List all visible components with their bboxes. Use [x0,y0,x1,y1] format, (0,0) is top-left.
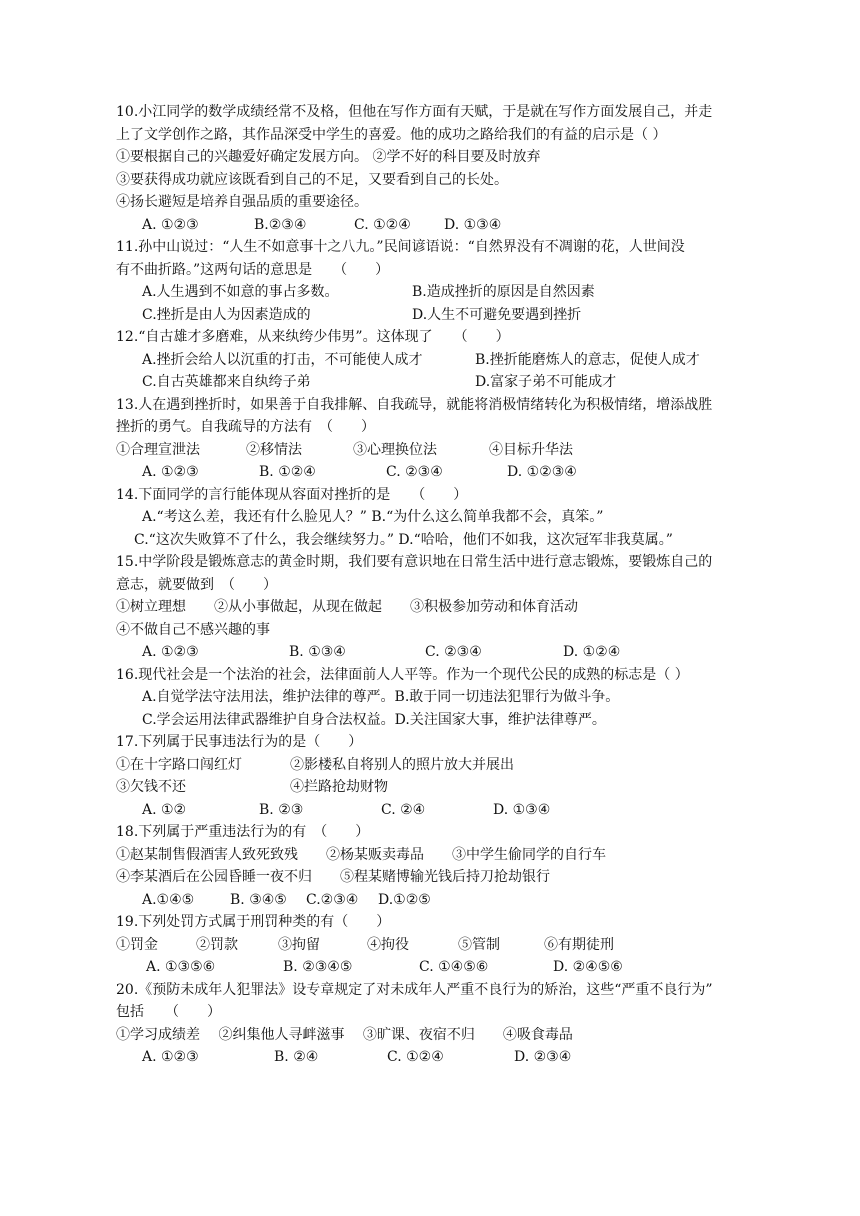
q18-option-b: B. ③④⑤ [230,891,287,908]
q19-item-4: ④拘役 [367,936,409,953]
q20-option-d: D. ②③④ [514,1049,572,1065]
q10-item-line2: ③要获得成功就应该既看到自己的不足，又要看到自己的长处。 [116,171,508,188]
q17-items-row2 [116,776,764,799]
exam-page [116,101,764,1069]
q16-options-row2: C.学会运用法律武器维护自身合法权益。D.关注国家大事，维护法律尊严。 [142,711,606,728]
q11-option-d: D.人生不可避免要遇到挫折 [412,306,582,323]
q11-option-a: A.人生遇到不如意的事占多数。 [142,284,339,300]
q15-option-b: B. ①③④ [289,644,346,660]
q11-option-b: B.造成挫折的原因是自然因素 [412,284,595,300]
q20-option-a: A. ①②③ [142,1049,199,1065]
q19-item-6: ⑥有期徒刑 [544,936,614,953]
q20-options [116,1046,764,1069]
q10-stem-line1: 10.小江同学的数学成绩经常不及格，但他在写作方面有天赋，于是就在写作方面发展自己，并走 [116,104,713,120]
q15-option-a: A. ①②③ [142,644,199,660]
q19-options [116,956,764,979]
q10-option-a: A. ①②③ [142,216,199,233]
q19-item-2: ②罚款 [196,936,238,953]
q20-stem-line1: 20.《预防未成年人犯罪法》设专章规定了对未成年人严重不良行为的矫治，这些“严重不良行为” [116,981,713,998]
q18-option-a: A.①④⑤ [142,891,195,908]
q11-options-row2 [116,304,764,327]
q13-option-d: D. ①②③④ [507,464,577,480]
q19-option-a: A. ①③⑤⑥ [146,959,216,975]
q17-item-2: ②影楼私自将别人的照片放大并展出 [290,756,514,773]
q13-item-1: ①合理宣泄法 [116,441,200,458]
q15-option-d: D. ①②④ [563,644,621,660]
q19-items [116,934,764,957]
q18-items-line1: ①赵某制售假酒害人致死致残 ②杨某贩卖毒品 ③中学生偷同学的自行车 [116,846,606,863]
q18-option-c: C.②③④ [306,891,359,908]
q17-item-1: ①在十字路口闯红灯 [116,756,242,773]
q10-option-b: B.②③④ [254,216,307,233]
q17-items-row1 [116,754,764,777]
q17-item-3: ③欠钱不还 [116,779,186,795]
q17-option-a: A. ①② [142,801,187,818]
q12-option-d: D.富家子弟不可能成才 [475,374,617,390]
q17-option-c: C. ②④ [381,801,426,818]
q10-option-c: C. ①②④ [354,216,411,233]
q13-options [116,461,764,484]
q17-item-4: ④拦路抢劫财物 [290,779,388,795]
q19-option-c: C. ①④⑤⑥ [419,959,489,975]
q12-option-c: C.自古英雄都来自纨绔子弟 [142,374,311,390]
q19-option-b: B. ②③④⑤ [283,959,353,975]
q19-item-1: ①罚金 [116,936,158,953]
q20-items: ①学习成绩差 ②纠集他人寻衅滋事 ③旷课、夜宿不归 ④吸食毒品 [116,1026,573,1043]
q12-options-row1 [116,349,764,372]
q10-stem-line2: 上了文学创作之路，其作品深受中学生的喜爱。他的成功之路给我们的有益的启示是（ ） [116,126,667,143]
q16-stem: 16.现代社会是一个法治的社会，法律面前人人平等。作为一个现代公民的成熟的标志是（ ） [116,666,689,683]
q18-option-d: D.①②⑤ [378,891,431,908]
q15-options [116,641,764,664]
q11-stem-line2: 有不曲折路。”这两句话的意思是 （ ） [116,261,390,278]
q10-options [116,214,764,237]
q13-items [116,439,764,462]
q18-options [116,889,764,912]
q14-options-row1: A.“考这么差，我还有什么脸见人？” B.“为什么这么简单我都不会，真笨。” [142,509,604,525]
q20-stem-line2: 包括 （ ） [116,1004,221,1020]
q19-item-3: ③拘留 [278,936,320,953]
q12-option-b: B.挫折能磨炼人的意志，促使人成才 [475,351,700,368]
q11-option-c: C.挫折是由人为因素造成的 [142,306,311,323]
q15-stem-line1: 15.中学阶段是锻炼意志的黄金时期，我们要有意识地在日常生活中进行意志锻炼，要锻炼自己的 [116,554,713,570]
q12-options-row2 [116,371,764,394]
q15-option-c: C. ②③④ [425,644,482,660]
q10-item-line1: ①要根据自己的兴趣爱好确定发展方向。 ②学不好的科目要及时放弃 [116,149,541,165]
q19-option-d: D. ②④⑤⑥ [553,959,623,975]
q12-stem: 12.“自古雄才多磨难，从来纨绔少伟男”。这体现了 （ ） [116,329,510,345]
q13-item-4: ④目标升华法 [489,441,573,458]
q13-item-3: ③心理换位法 [353,441,437,458]
q10-option-d: D. ①③④ [444,216,502,233]
q13-item-2: ②移情法 [246,441,302,458]
q15-items-line1: ①树立理想 ②从小事做起，从现在做起 ③积极参加劳动和体育活动 [116,599,578,615]
q17-option-d: D. ①③④ [493,801,551,818]
q11-options-row1 [116,281,764,304]
q10-item-line3: ④扬长避短是培养自强品质的重要途径。 [116,194,368,210]
q13-option-b: B. ①②④ [259,464,316,480]
q14-options-row2: C.“这次失败算不了什么，我会继续努力。” D.“哈哈，他们不如我，这次冠军非我莫属。” [134,531,673,548]
q14-stem: 14.下面同学的言行能体现从容面对挫折的是 （ ） [116,486,468,503]
q17-options [116,799,764,822]
q16-options-row1: A.自觉学法守法用法，维护法律的尊严。B.敢于同一切违法犯罪行为做斗争。 [142,689,620,705]
q19-stem: 19.下列处罚方式属于刑罚种类的有（ ） [116,914,391,930]
q17-option-b: B. ②③ [259,801,304,818]
q11-stem-line1: 11.孙中山说过：“人生不如意事十之八九。”民间谚语说：“自然界没有不凋谢的花，人世间没 [116,239,685,255]
q20-option-c: C. ①②④ [387,1049,444,1065]
q15-stem-line2: 意志，就要做到 （ ） [116,576,277,593]
q13-stem-line1: 13.人在遇到挫折时，如果善于自我排解、自我疏导，就能将消极情绪转化为积极情绪，增添战胜 [116,396,713,413]
q17-stem: 17.下列属于民事违法行为的是（ ） [116,734,363,750]
q13-option-a: A. ①②③ [142,464,199,480]
q13-option-c: C. ②③④ [386,464,443,480]
q13-stem-line2: 挫折的勇气。自我疏导的方法有 （ ） [116,419,375,435]
q18-stem: 18.下列属于严重违法行为的有 （ ） [116,824,370,840]
q12-option-a: A.挫折会给人以沉重的打击，不可能使人成才 [142,351,423,368]
q19-item-5: ⑤管制 [458,936,500,953]
q18-items-line2: ④李某酒后在公园昏睡一夜不归 ⑤程某赌博输光钱后持刀抢劫银行 [116,869,550,885]
q15-items-line2: ④不做自己不感兴趣的事 [116,621,270,638]
q20-option-b: B. ②④ [274,1049,319,1065]
